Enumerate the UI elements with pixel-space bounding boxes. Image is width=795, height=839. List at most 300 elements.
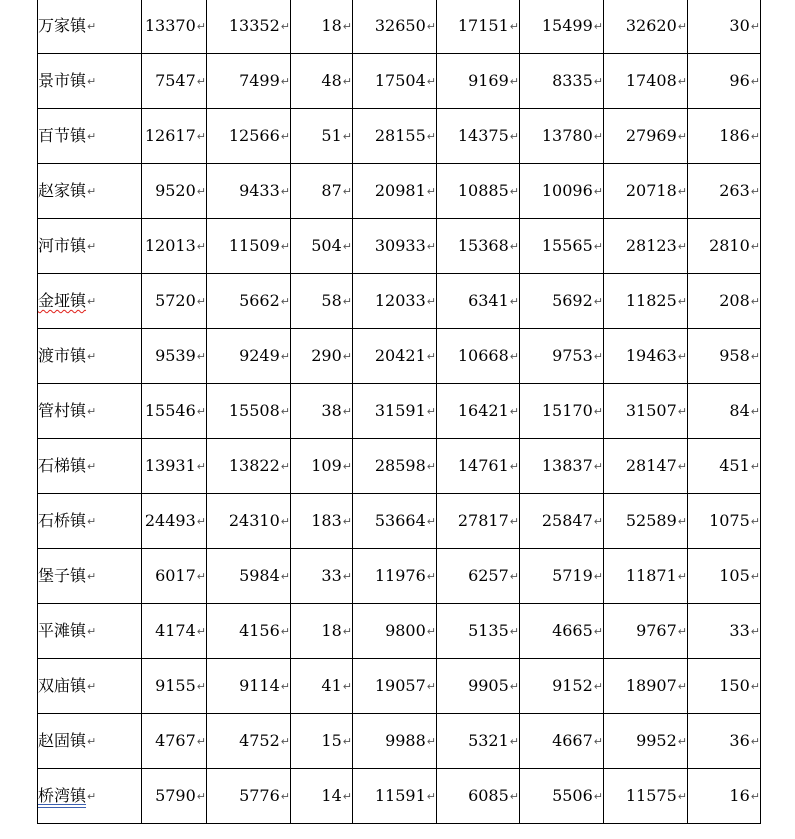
table-row bbox=[38, 494, 761, 549]
value-cell bbox=[291, 274, 353, 329]
paragraph-mark-icon: ↵ bbox=[87, 240, 97, 253]
cell-value: 12013 bbox=[144, 236, 196, 255]
paragraph-mark-icon: ↵ bbox=[509, 405, 519, 418]
value-cell bbox=[291, 659, 353, 714]
cell-value: 20421 bbox=[374, 346, 426, 365]
paragraph-mark-icon: ↵ bbox=[426, 75, 436, 88]
paragraph-mark-icon: ↵ bbox=[426, 790, 436, 803]
cell-value: 9169 bbox=[468, 71, 509, 90]
cell-value: 12566 bbox=[228, 126, 280, 145]
cell-value: 10885 bbox=[457, 181, 509, 200]
cell-value: 9539 bbox=[155, 346, 196, 365]
paragraph-mark-icon: ↵ bbox=[593, 185, 603, 198]
value-cell bbox=[604, 0, 688, 54]
town-name-cell bbox=[38, 714, 142, 769]
paragraph-mark-icon: ↵ bbox=[750, 240, 760, 253]
paragraph-mark-icon: ↵ bbox=[509, 735, 519, 748]
value-cell bbox=[142, 494, 207, 549]
paragraph-mark-icon: ↵ bbox=[677, 570, 687, 583]
value-cell bbox=[437, 329, 520, 384]
value-cell bbox=[688, 109, 761, 164]
paragraph-mark-icon: ↵ bbox=[87, 680, 97, 693]
paragraph-mark-icon: ↵ bbox=[280, 240, 290, 253]
value-cell bbox=[437, 769, 520, 824]
cell-value: 17504 bbox=[374, 71, 426, 90]
cell-value: 6341 bbox=[468, 291, 509, 310]
paragraph-mark-icon: ↵ bbox=[196, 130, 206, 143]
value-cell bbox=[353, 54, 437, 109]
town-name-cell bbox=[38, 329, 142, 384]
cell-value: 9905 bbox=[468, 676, 509, 695]
paragraph-mark-icon: ↵ bbox=[750, 680, 760, 693]
value-cell bbox=[353, 769, 437, 824]
value-cell bbox=[604, 54, 688, 109]
cell-value: 48 bbox=[321, 71, 342, 90]
paragraph-mark-icon: ↵ bbox=[509, 570, 519, 583]
cell-value: 5662 bbox=[239, 291, 280, 310]
cell-value: 30933 bbox=[374, 236, 426, 255]
cell-value: 2810 bbox=[709, 236, 750, 255]
cell-value: 208 bbox=[719, 291, 750, 310]
paragraph-mark-icon: ↵ bbox=[593, 460, 603, 473]
paragraph-mark-icon: ↵ bbox=[509, 130, 519, 143]
value-cell bbox=[688, 219, 761, 274]
cell-value: 6257 bbox=[468, 566, 509, 585]
cell-value: 52589 bbox=[625, 511, 677, 530]
cell-value: 96 bbox=[729, 71, 750, 90]
table-row bbox=[38, 164, 761, 219]
cell-value: 109 bbox=[311, 456, 342, 475]
cell-value: 9988 bbox=[385, 731, 426, 750]
value-cell bbox=[437, 714, 520, 769]
cell-value: 28147 bbox=[625, 456, 677, 475]
value-cell bbox=[353, 0, 437, 54]
paragraph-mark-icon: ↵ bbox=[342, 295, 352, 308]
value-cell bbox=[520, 0, 604, 54]
cell-value: 6017 bbox=[155, 566, 196, 585]
cell-value: 263 bbox=[719, 181, 750, 200]
cell-value: 19057 bbox=[374, 676, 426, 695]
paragraph-mark-icon: ↵ bbox=[426, 240, 436, 253]
paragraph-mark-icon: ↵ bbox=[426, 570, 436, 583]
cell-value: 20981 bbox=[374, 181, 426, 200]
town-name-cell bbox=[38, 604, 142, 659]
cell-value: 33 bbox=[729, 621, 750, 640]
town-population-table bbox=[37, 0, 761, 824]
table-body bbox=[38, 0, 761, 824]
town-name: 金垭镇 bbox=[38, 291, 87, 310]
value-cell bbox=[437, 109, 520, 164]
cell-value: 53664 bbox=[374, 511, 426, 530]
paragraph-mark-icon: ↵ bbox=[280, 790, 290, 803]
cell-value: 13352 bbox=[228, 16, 280, 35]
paragraph-mark-icon: ↵ bbox=[750, 405, 760, 418]
paragraph-mark-icon: ↵ bbox=[677, 130, 687, 143]
value-cell bbox=[142, 164, 207, 219]
paragraph-mark-icon: ↵ bbox=[593, 240, 603, 253]
cell-value: 18 bbox=[321, 16, 342, 35]
paragraph-mark-icon: ↵ bbox=[280, 625, 290, 638]
value-cell bbox=[688, 769, 761, 824]
value-cell bbox=[604, 494, 688, 549]
cell-value: 9249 bbox=[239, 346, 280, 365]
value-cell bbox=[520, 659, 604, 714]
value-cell bbox=[291, 384, 353, 439]
paragraph-mark-icon: ↵ bbox=[342, 405, 352, 418]
cell-value: 16 bbox=[729, 786, 750, 805]
cell-value: 5720 bbox=[155, 291, 196, 310]
cell-value: 15508 bbox=[228, 401, 280, 420]
paragraph-mark-icon: ↵ bbox=[280, 295, 290, 308]
cell-value: 11825 bbox=[625, 291, 677, 310]
paragraph-mark-icon: ↵ bbox=[677, 735, 687, 748]
table-row bbox=[38, 439, 761, 494]
cell-value: 51 bbox=[321, 126, 342, 145]
value-cell bbox=[520, 274, 604, 329]
paragraph-mark-icon: ↵ bbox=[750, 350, 760, 363]
cell-value: 32650 bbox=[374, 16, 426, 35]
table-row bbox=[38, 219, 761, 274]
value-cell bbox=[437, 549, 520, 604]
paragraph-mark-icon: ↵ bbox=[280, 130, 290, 143]
town-name-cell bbox=[38, 769, 142, 824]
town-name: 赵家镇 bbox=[38, 181, 87, 200]
paragraph-mark-icon: ↵ bbox=[196, 735, 206, 748]
cell-value: 28155 bbox=[374, 126, 426, 145]
paragraph-mark-icon: ↵ bbox=[342, 790, 352, 803]
cell-value: 504 bbox=[311, 236, 342, 255]
paragraph-mark-icon: ↵ bbox=[196, 75, 206, 88]
value-cell bbox=[437, 384, 520, 439]
cell-value: 12033 bbox=[374, 291, 426, 310]
value-cell bbox=[520, 54, 604, 109]
cell-value: 36 bbox=[729, 731, 750, 750]
cell-value: 28123 bbox=[625, 236, 677, 255]
value-cell bbox=[688, 439, 761, 494]
cell-value: 183 bbox=[311, 511, 342, 530]
paragraph-mark-icon: ↵ bbox=[426, 515, 436, 528]
table-row bbox=[38, 604, 761, 659]
value-cell bbox=[142, 769, 207, 824]
town-name: 万家镇 bbox=[38, 16, 87, 35]
cell-value: 9152 bbox=[552, 676, 593, 695]
paragraph-mark-icon: ↵ bbox=[87, 75, 97, 88]
cell-value: 4767 bbox=[155, 731, 196, 750]
paragraph-mark-icon: ↵ bbox=[342, 735, 352, 748]
cell-value: 24310 bbox=[228, 511, 280, 530]
cell-value: 20718 bbox=[625, 181, 677, 200]
paragraph-mark-icon: ↵ bbox=[677, 295, 687, 308]
value-cell bbox=[437, 494, 520, 549]
town-name: 石梯镇 bbox=[38, 456, 87, 475]
value-cell bbox=[291, 769, 353, 824]
cell-value: 17408 bbox=[625, 71, 677, 90]
paragraph-mark-icon: ↵ bbox=[280, 185, 290, 198]
cell-value: 28598 bbox=[374, 456, 426, 475]
paragraph-mark-icon: ↵ bbox=[593, 130, 603, 143]
cell-value: 11509 bbox=[228, 236, 280, 255]
paragraph-mark-icon: ↵ bbox=[509, 790, 519, 803]
cell-value: 9753 bbox=[552, 346, 593, 365]
cell-value: 186 bbox=[719, 126, 750, 145]
value-cell bbox=[688, 164, 761, 219]
paragraph-mark-icon: ↵ bbox=[87, 735, 97, 748]
value-cell bbox=[142, 439, 207, 494]
cell-value: 31591 bbox=[374, 401, 426, 420]
cell-value: 5321 bbox=[468, 731, 509, 750]
cell-value: 38 bbox=[321, 401, 342, 420]
cell-value: 1075 bbox=[709, 511, 750, 530]
cell-value: 5776 bbox=[239, 786, 280, 805]
paragraph-mark-icon: ↵ bbox=[750, 75, 760, 88]
town-name: 堡子镇 bbox=[38, 566, 87, 585]
paragraph-mark-icon: ↵ bbox=[677, 625, 687, 638]
value-cell bbox=[142, 714, 207, 769]
paragraph-mark-icon: ↵ bbox=[509, 20, 519, 33]
cell-value: 12617 bbox=[144, 126, 196, 145]
value-cell bbox=[520, 164, 604, 219]
value-cell bbox=[207, 659, 291, 714]
value-cell bbox=[353, 549, 437, 604]
paragraph-mark-icon: ↵ bbox=[342, 130, 352, 143]
cell-value: 15565 bbox=[541, 236, 593, 255]
paragraph-mark-icon: ↵ bbox=[196, 790, 206, 803]
cell-value: 9767 bbox=[636, 621, 677, 640]
cell-value: 15546 bbox=[144, 401, 196, 420]
value-cell bbox=[353, 714, 437, 769]
paragraph-mark-icon: ↵ bbox=[677, 790, 687, 803]
town-name-cell bbox=[38, 219, 142, 274]
cell-value: 7547 bbox=[155, 71, 196, 90]
cell-value: 41 bbox=[321, 676, 342, 695]
value-cell bbox=[207, 604, 291, 659]
paragraph-mark-icon: ↵ bbox=[87, 295, 97, 308]
value-cell bbox=[520, 769, 604, 824]
cell-value: 9114 bbox=[239, 676, 280, 695]
value-cell bbox=[520, 384, 604, 439]
value-cell bbox=[520, 549, 604, 604]
paragraph-mark-icon: ↵ bbox=[342, 680, 352, 693]
value-cell bbox=[353, 164, 437, 219]
table-row bbox=[38, 714, 761, 769]
value-cell bbox=[604, 604, 688, 659]
value-cell bbox=[142, 659, 207, 714]
cell-value: 13822 bbox=[228, 456, 280, 475]
town-name-cell bbox=[38, 494, 142, 549]
paragraph-mark-icon: ↵ bbox=[509, 460, 519, 473]
value-cell bbox=[207, 769, 291, 824]
paragraph-mark-icon: ↵ bbox=[750, 735, 760, 748]
value-cell bbox=[437, 0, 520, 54]
table-row bbox=[38, 109, 761, 164]
value-cell bbox=[142, 109, 207, 164]
value-cell bbox=[604, 659, 688, 714]
cell-value: 9952 bbox=[636, 731, 677, 750]
town-name-cell bbox=[38, 164, 142, 219]
value-cell bbox=[353, 384, 437, 439]
paragraph-mark-icon: ↵ bbox=[750, 185, 760, 198]
paragraph-mark-icon: ↵ bbox=[196, 625, 206, 638]
paragraph-mark-icon: ↵ bbox=[509, 350, 519, 363]
paragraph-mark-icon: ↵ bbox=[593, 295, 603, 308]
paragraph-mark-icon: ↵ bbox=[280, 570, 290, 583]
cell-value: 87 bbox=[321, 181, 342, 200]
paragraph-mark-icon: ↵ bbox=[342, 625, 352, 638]
value-cell bbox=[437, 604, 520, 659]
town-name-cell bbox=[38, 274, 142, 329]
paragraph-mark-icon: ↵ bbox=[677, 350, 687, 363]
paragraph-mark-icon: ↵ bbox=[87, 20, 97, 33]
town-name-cell bbox=[38, 439, 142, 494]
paragraph-mark-icon: ↵ bbox=[593, 20, 603, 33]
table-row bbox=[38, 659, 761, 714]
cell-value: 4156 bbox=[239, 621, 280, 640]
paragraph-mark-icon: ↵ bbox=[593, 735, 603, 748]
cell-value: 33 bbox=[321, 566, 342, 585]
cell-value: 5506 bbox=[552, 786, 593, 805]
table-row bbox=[38, 54, 761, 109]
paragraph-mark-icon: ↵ bbox=[87, 130, 97, 143]
paragraph-mark-icon: ↵ bbox=[509, 680, 519, 693]
value-cell bbox=[688, 549, 761, 604]
cell-value: 32620 bbox=[625, 16, 677, 35]
value-cell bbox=[291, 329, 353, 384]
value-cell bbox=[142, 549, 207, 604]
value-cell bbox=[207, 0, 291, 54]
paragraph-mark-icon: ↵ bbox=[196, 405, 206, 418]
town-name: 百节镇 bbox=[38, 126, 87, 145]
value-cell bbox=[207, 274, 291, 329]
paragraph-mark-icon: ↵ bbox=[342, 20, 352, 33]
paragraph-mark-icon: ↵ bbox=[342, 185, 352, 198]
value-cell bbox=[688, 329, 761, 384]
value-cell bbox=[353, 219, 437, 274]
cell-value: 14 bbox=[321, 786, 342, 805]
paragraph-mark-icon: ↵ bbox=[342, 515, 352, 528]
value-cell bbox=[688, 274, 761, 329]
paragraph-mark-icon: ↵ bbox=[593, 680, 603, 693]
cell-value: 58 bbox=[321, 291, 342, 310]
cell-value: 15368 bbox=[457, 236, 509, 255]
value-cell bbox=[291, 219, 353, 274]
value-cell bbox=[291, 549, 353, 604]
cell-value: 4174 bbox=[155, 621, 196, 640]
value-cell bbox=[604, 439, 688, 494]
value-cell bbox=[604, 549, 688, 604]
cell-value: 17151 bbox=[457, 16, 509, 35]
paragraph-mark-icon: ↵ bbox=[196, 350, 206, 363]
value-cell bbox=[520, 219, 604, 274]
paragraph-mark-icon: ↵ bbox=[750, 295, 760, 308]
cell-value: 14375 bbox=[457, 126, 509, 145]
cell-value: 27817 bbox=[457, 511, 509, 530]
value-cell bbox=[353, 604, 437, 659]
paragraph-mark-icon: ↵ bbox=[593, 405, 603, 418]
paragraph-mark-icon: ↵ bbox=[593, 570, 603, 583]
paragraph-mark-icon: ↵ bbox=[342, 75, 352, 88]
cell-value: 19463 bbox=[625, 346, 677, 365]
value-cell bbox=[291, 164, 353, 219]
value-cell bbox=[353, 274, 437, 329]
paragraph-mark-icon: ↵ bbox=[426, 405, 436, 418]
paragraph-mark-icon: ↵ bbox=[593, 790, 603, 803]
paragraph-mark-icon: ↵ bbox=[509, 185, 519, 198]
paragraph-mark-icon: ↵ bbox=[196, 570, 206, 583]
cell-value: 9800 bbox=[385, 621, 426, 640]
value-cell bbox=[207, 494, 291, 549]
paragraph-mark-icon: ↵ bbox=[750, 790, 760, 803]
cell-value: 13780 bbox=[541, 126, 593, 145]
paragraph-mark-icon: ↵ bbox=[280, 350, 290, 363]
paragraph-mark-icon: ↵ bbox=[677, 680, 687, 693]
paragraph-mark-icon: ↵ bbox=[426, 20, 436, 33]
value-cell bbox=[207, 714, 291, 769]
paragraph-mark-icon: ↵ bbox=[426, 735, 436, 748]
paragraph-mark-icon: ↵ bbox=[87, 405, 97, 418]
value-cell bbox=[291, 109, 353, 164]
value-cell bbox=[207, 384, 291, 439]
value-cell bbox=[291, 494, 353, 549]
value-cell bbox=[353, 494, 437, 549]
table-row bbox=[38, 549, 761, 604]
value-cell bbox=[353, 329, 437, 384]
value-cell bbox=[142, 274, 207, 329]
town-name: 石桥镇 bbox=[38, 511, 87, 530]
cell-value: 24493 bbox=[144, 511, 196, 530]
table-row bbox=[38, 0, 761, 54]
value-cell bbox=[353, 439, 437, 494]
town-name: 赵固镇 bbox=[38, 731, 87, 750]
paragraph-mark-icon: ↵ bbox=[509, 625, 519, 638]
town-name-cell bbox=[38, 659, 142, 714]
cell-value: 10668 bbox=[457, 346, 509, 365]
town-name-cell bbox=[38, 54, 142, 109]
paragraph-mark-icon: ↵ bbox=[280, 680, 290, 693]
town-name: 景市镇 bbox=[38, 71, 87, 90]
town-name: 双庙镇 bbox=[38, 676, 87, 695]
value-cell bbox=[291, 54, 353, 109]
paragraph-mark-icon: ↵ bbox=[196, 185, 206, 198]
cell-value: 5692 bbox=[552, 291, 593, 310]
value-cell bbox=[437, 219, 520, 274]
cell-value: 4667 bbox=[552, 731, 593, 750]
paragraph-mark-icon: ↵ bbox=[87, 790, 97, 803]
paragraph-mark-icon: ↵ bbox=[593, 625, 603, 638]
town-name-cell bbox=[38, 109, 142, 164]
cell-value: 84 bbox=[729, 401, 750, 420]
town-name-cell bbox=[38, 549, 142, 604]
paragraph-mark-icon: ↵ bbox=[87, 515, 97, 528]
value-cell bbox=[142, 54, 207, 109]
value-cell bbox=[437, 659, 520, 714]
value-cell bbox=[604, 109, 688, 164]
paragraph-mark-icon: ↵ bbox=[426, 185, 436, 198]
cell-value: 150 bbox=[719, 676, 750, 695]
cell-value: 31507 bbox=[625, 401, 677, 420]
value-cell bbox=[520, 329, 604, 384]
paragraph-mark-icon: ↵ bbox=[196, 460, 206, 473]
value-cell bbox=[207, 439, 291, 494]
value-cell bbox=[207, 54, 291, 109]
cell-value: 13837 bbox=[541, 456, 593, 475]
cell-value: 290 bbox=[311, 346, 342, 365]
cell-value: 105 bbox=[719, 566, 750, 585]
value-cell bbox=[207, 329, 291, 384]
value-cell bbox=[688, 384, 761, 439]
cell-value: 27969 bbox=[625, 126, 677, 145]
cell-value: 5719 bbox=[552, 566, 593, 585]
paragraph-mark-icon: ↵ bbox=[280, 460, 290, 473]
